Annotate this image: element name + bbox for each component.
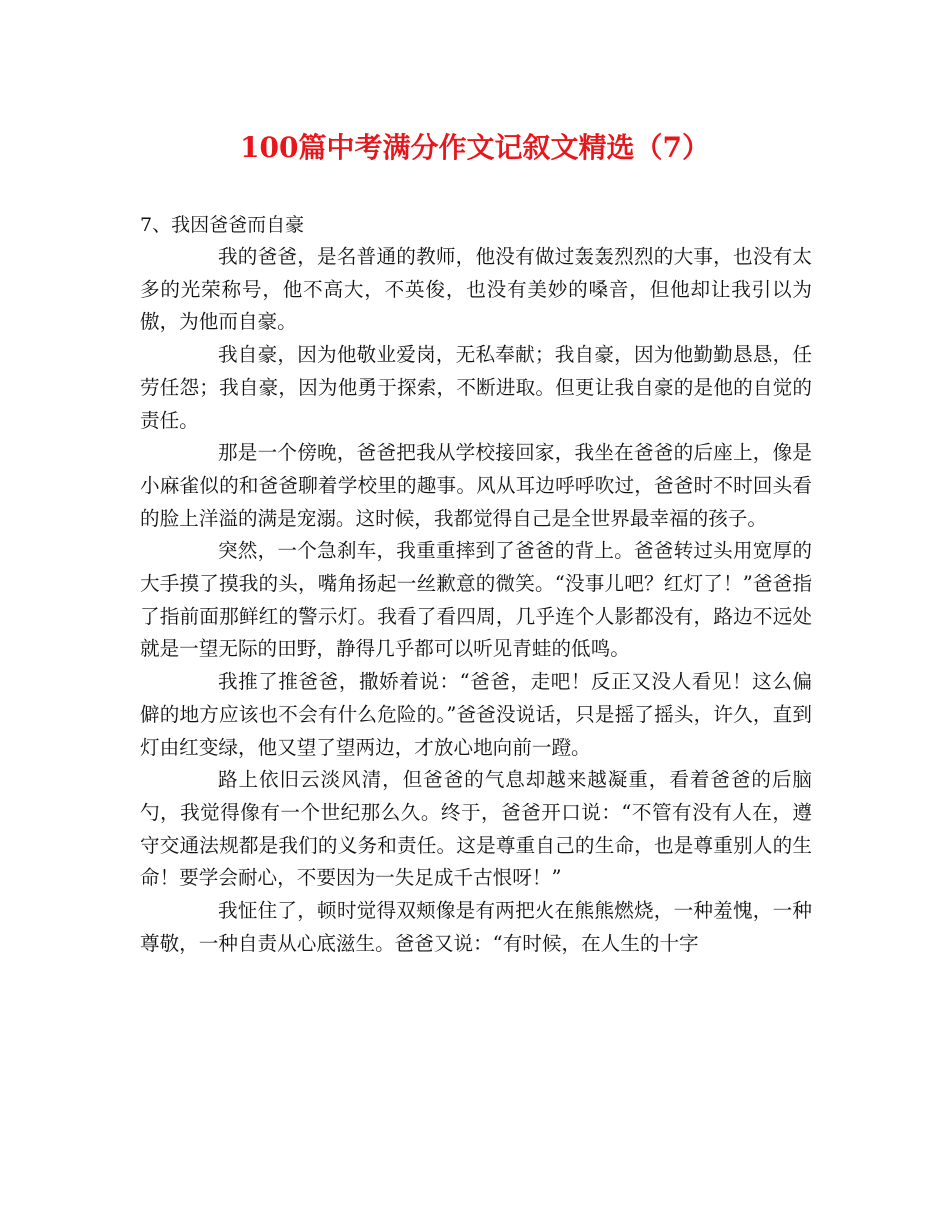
paragraph-3: 那是一个傍晚，爸爸把我从学校接回家，我坐在爸爸的后座上，像是小麻雀似的和爸爸聊着学校里的趣事。风从耳边呼呼吹过，爸爸时不时回头看的脸上洋溢的满是宠溺。这时候，我都觉得自己是全世界最幸福的孩子。 xyxy=(140,441,812,530)
essay-body xyxy=(140,241,812,960)
document-title: 100篇中考满分作文记叙文精选（7） xyxy=(240,131,710,164)
paragraph-7: 我怔住了，顿时觉得双颊像是有两把火在熊熊燃烧，一种羞愧，一种尊敬，一种自责从心底滋生。爸爸又说：“有时候，在人生的十字 xyxy=(140,899,812,955)
paragraph-4: 突然，一个急刹车，我重重摔到了爸爸的背上。爸爸转过头用宽厚的大手摸了摸我的头，嘴角扬起一丝歉意的微笑。“没事儿吧？红灯了！”爸爸指了指前面那鲜红的警示灯。我看了看四周，几乎连个人影都没有，路边不远处就是一望无际的田野，静得几乎都可以听见青蛙的低鸣。 xyxy=(140,539,812,661)
paragraph-1: 我的爸爸，是名普通的教师，他没有做过轰轰烈烈的大事，也没有太多的光荣称号，他不高大，不英俊，也没有美妙的嗓音，但他却让我引以为傲，为他而自豪。 xyxy=(140,245,812,334)
paragraph-2: 我自豪，因为他敬业爱岗，无私奉献；我自豪，因为他勤勤恳恳，任劳任怨；我自豪，因为他勇于探索，不断进取。但更让我自豪的是他的自觉的责任。 xyxy=(140,343,812,432)
paragraph-5: 我推了推爸爸，撒娇着说：“爸爸，走吧！反正又没人看见！这么偏僻的地方应该也不会有什么危险的。”爸爸没说话，只是摇了摇头，许久，直到灯由红变绿，他又望了望两边，才放心地向前一蹬。 xyxy=(140,670,812,759)
paragraph-6: 路上依旧云淡风清，但爸爸的气息却越来越凝重，看着爸爸的后脑勺，我觉得像有一个世纪那么久。终于，爸爸开口说：“不管有没有人在，遵守交通法规都是我们的义务和责任。这是尊重自己的生命，也是尊重别人的生命！要学会耐心，不要因为一失足成千古恨呀！” xyxy=(140,768,812,890)
section-heading: 7、我因爸爸而自豪 xyxy=(140,214,305,236)
